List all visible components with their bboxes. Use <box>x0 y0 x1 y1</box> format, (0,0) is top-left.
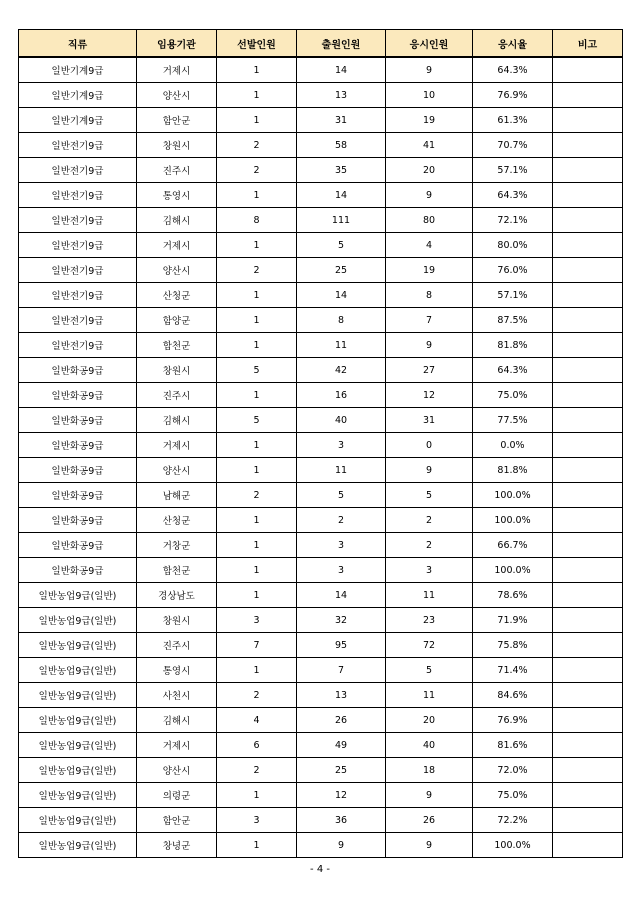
table-cell-selected-count: 3 <box>217 608 297 633</box>
table-cell-examinee-count: 0 <box>386 433 473 458</box>
table-cell-applicant-count: 95 <box>297 633 386 658</box>
table-cell-remarks <box>553 383 623 408</box>
table-cell-applicant-count: 31 <box>297 108 386 133</box>
table-cell-job-series: 일반화공9급 <box>19 458 137 483</box>
table-cell-appointing-agency: 양산시 <box>137 258 217 283</box>
table-cell-remarks <box>553 358 623 383</box>
table-cell-selected-count: 1 <box>217 583 297 608</box>
column-header-examinee-count: 응시인원 <box>386 30 473 58</box>
table-cell-applicant-count: 32 <box>297 608 386 633</box>
table-row <box>19 658 623 683</box>
table-cell-applicant-count: 42 <box>297 358 386 383</box>
table-cell-attendance-rate: 100.0% <box>473 483 553 508</box>
table-cell-appointing-agency: 경상남도 <box>137 583 217 608</box>
table-cell-selected-count: 1 <box>217 333 297 358</box>
page-number: - 4 - <box>310 864 330 875</box>
table-cell-job-series: 일반화공9급 <box>19 533 137 558</box>
table-cell-job-series: 일반농업9급(일반) <box>19 833 137 858</box>
table-cell-remarks <box>553 658 623 683</box>
table-cell-job-series: 일반기계9급 <box>19 57 137 83</box>
table-cell-attendance-rate: 100.0% <box>473 558 553 583</box>
table-cell-applicant-count: 16 <box>297 383 386 408</box>
table-cell-selected-count: 2 <box>217 683 297 708</box>
table-cell-selected-count: 1 <box>217 57 297 83</box>
table-cell-attendance-rate: 75.0% <box>473 783 553 808</box>
table-cell-job-series: 일반농업9급(일반) <box>19 783 137 808</box>
table-cell-examinee-count: 19 <box>386 258 473 283</box>
table-cell-appointing-agency: 합천군 <box>137 333 217 358</box>
table-cell-examinee-count: 11 <box>386 583 473 608</box>
table-row <box>19 57 623 83</box>
table-cell-selected-count: 2 <box>217 133 297 158</box>
table-cell-applicant-count: 13 <box>297 683 386 708</box>
table-cell-appointing-agency: 양산시 <box>137 458 217 483</box>
table-cell-remarks <box>553 733 623 758</box>
table-cell-applicant-count: 3 <box>297 433 386 458</box>
table-cell-selected-count: 8 <box>217 208 297 233</box>
table-cell-remarks <box>553 583 623 608</box>
table-cell-examinee-count: 40 <box>386 733 473 758</box>
table-cell-attendance-rate: 0.0% <box>473 433 553 458</box>
table-cell-appointing-agency: 창원시 <box>137 133 217 158</box>
table-cell-remarks <box>553 283 623 308</box>
table-cell-job-series: 일반화공9급 <box>19 433 137 458</box>
table-cell-appointing-agency: 산청군 <box>137 283 217 308</box>
table-cell-selected-count: 1 <box>217 833 297 858</box>
table-cell-applicant-count: 58 <box>297 133 386 158</box>
table-cell-attendance-rate: 84.6% <box>473 683 553 708</box>
table-cell-attendance-rate: 61.3% <box>473 108 553 133</box>
table-row <box>19 108 623 133</box>
table-cell-selected-count: 1 <box>217 183 297 208</box>
table-cell-examinee-count: 5 <box>386 658 473 683</box>
table-cell-selected-count: 4 <box>217 708 297 733</box>
table-cell-examinee-count: 18 <box>386 758 473 783</box>
table-cell-selected-count: 7 <box>217 633 297 658</box>
table-cell-appointing-agency: 합천군 <box>137 558 217 583</box>
column-header-applicant-count: 출원인원 <box>297 30 386 58</box>
table-row <box>19 758 623 783</box>
table-row <box>19 733 623 758</box>
table-cell-remarks <box>553 133 623 158</box>
table-cell-job-series: 일반기계9급 <box>19 83 137 108</box>
table-cell-job-series: 일반농업9급(일반) <box>19 583 137 608</box>
table-cell-appointing-agency: 양산시 <box>137 83 217 108</box>
table-cell-remarks <box>553 558 623 583</box>
table-cell-job-series: 일반전기9급 <box>19 258 137 283</box>
table-cell-applicant-count: 2 <box>297 508 386 533</box>
table-cell-job-series: 일반전기9급 <box>19 183 137 208</box>
table-cell-appointing-agency: 함안군 <box>137 108 217 133</box>
table-cell-selected-count: 5 <box>217 358 297 383</box>
table-cell-examinee-count: 8 <box>386 283 473 308</box>
table-row <box>19 208 623 233</box>
table-cell-appointing-agency: 창원시 <box>137 608 217 633</box>
table-cell-appointing-agency: 통영시 <box>137 183 217 208</box>
table-cell-selected-count: 1 <box>217 508 297 533</box>
table-cell-examinee-count: 9 <box>386 183 473 208</box>
table-cell-appointing-agency: 창녕군 <box>137 833 217 858</box>
table-cell-applicant-count: 14 <box>297 57 386 83</box>
table-cell-attendance-rate: 57.1% <box>473 158 553 183</box>
table-cell-appointing-agency: 김해시 <box>137 408 217 433</box>
table-cell-examinee-count: 72 <box>386 633 473 658</box>
table-cell-selected-count: 3 <box>217 808 297 833</box>
table-cell-job-series: 일반전기9급 <box>19 158 137 183</box>
table-cell-appointing-agency: 김해시 <box>137 208 217 233</box>
table-cell-examinee-count: 3 <box>386 558 473 583</box>
table-row <box>19 508 623 533</box>
table-cell-examinee-count: 7 <box>386 308 473 333</box>
table-cell-appointing-agency: 통영시 <box>137 658 217 683</box>
table-row <box>19 708 623 733</box>
table-cell-appointing-agency: 거제시 <box>137 233 217 258</box>
table-row <box>19 533 623 558</box>
table-cell-appointing-agency: 산청군 <box>137 508 217 533</box>
column-header-attendance-rate: 응시율 <box>473 30 553 58</box>
table-row <box>19 233 623 258</box>
table-cell-job-series: 일반농업9급(일반) <box>19 808 137 833</box>
table-cell-job-series: 일반전기9급 <box>19 308 137 333</box>
table-cell-appointing-agency: 의령군 <box>137 783 217 808</box>
table-cell-examinee-count: 9 <box>386 458 473 483</box>
table-cell-remarks <box>553 833 623 858</box>
table-cell-examinee-count: 20 <box>386 708 473 733</box>
table-cell-applicant-count: 49 <box>297 733 386 758</box>
table-cell-appointing-agency: 거제시 <box>137 733 217 758</box>
table-cell-applicant-count: 14 <box>297 583 386 608</box>
table-cell-attendance-rate: 66.7% <box>473 533 553 558</box>
table-cell-remarks <box>553 608 623 633</box>
table-cell-attendance-rate: 81.6% <box>473 733 553 758</box>
table-row <box>19 783 623 808</box>
table-cell-applicant-count: 111 <box>297 208 386 233</box>
table-cell-applicant-count: 3 <box>297 533 386 558</box>
table-cell-job-series: 일반농업9급(일반) <box>19 733 137 758</box>
table-row <box>19 283 623 308</box>
table-cell-attendance-rate: 87.5% <box>473 308 553 333</box>
table-cell-attendance-rate: 57.1% <box>473 283 553 308</box>
table-cell-job-series: 일반전기9급 <box>19 283 137 308</box>
table-cell-job-series: 일반전기9급 <box>19 133 137 158</box>
table-row <box>19 308 623 333</box>
table-cell-selected-count: 1 <box>217 233 297 258</box>
table-cell-attendance-rate: 76.0% <box>473 258 553 283</box>
table-cell-appointing-agency: 거제시 <box>137 433 217 458</box>
table-row <box>19 683 623 708</box>
table-cell-job-series: 일반전기9급 <box>19 208 137 233</box>
table-cell-applicant-count: 7 <box>297 658 386 683</box>
table-cell-attendance-rate: 64.3% <box>473 57 553 83</box>
table-row <box>19 183 623 208</box>
table-cell-examinee-count: 20 <box>386 158 473 183</box>
table-cell-remarks <box>553 483 623 508</box>
table-cell-examinee-count: 27 <box>386 358 473 383</box>
table-row <box>19 633 623 658</box>
column-header-job-series: 직류 <box>19 30 137 58</box>
table-cell-examinee-count: 2 <box>386 533 473 558</box>
table-cell-appointing-agency: 진주시 <box>137 158 217 183</box>
table-cell-attendance-rate: 100.0% <box>473 833 553 858</box>
table-cell-attendance-rate: 64.3% <box>473 358 553 383</box>
table-cell-attendance-rate: 78.6% <box>473 583 553 608</box>
table-cell-attendance-rate: 71.9% <box>473 608 553 633</box>
table-cell-selected-count: 1 <box>217 458 297 483</box>
table-cell-selected-count: 2 <box>217 158 297 183</box>
table-cell-selected-count: 1 <box>217 83 297 108</box>
table-cell-examinee-count: 12 <box>386 383 473 408</box>
table-cell-applicant-count: 8 <box>297 308 386 333</box>
table-header-row <box>19 30 623 58</box>
table-cell-job-series: 일반농업9급(일반) <box>19 683 137 708</box>
table-cell-examinee-count: 11 <box>386 683 473 708</box>
table-cell-selected-count: 1 <box>217 433 297 458</box>
table-cell-applicant-count: 14 <box>297 283 386 308</box>
table-cell-remarks <box>553 758 623 783</box>
table-cell-remarks <box>553 533 623 558</box>
table-cell-examinee-count: 23 <box>386 608 473 633</box>
table-cell-selected-count: 1 <box>217 658 297 683</box>
table-cell-attendance-rate: 70.7% <box>473 133 553 158</box>
table-cell-selected-count: 1 <box>217 558 297 583</box>
table-cell-selected-count: 2 <box>217 483 297 508</box>
table-cell-remarks <box>553 83 623 108</box>
table-cell-attendance-rate: 76.9% <box>473 83 553 108</box>
table-cell-job-series: 일반전기9급 <box>19 233 137 258</box>
table-cell-applicant-count: 26 <box>297 708 386 733</box>
table-cell-selected-count: 5 <box>217 408 297 433</box>
table-cell-appointing-agency: 사천시 <box>137 683 217 708</box>
table-cell-appointing-agency: 거창군 <box>137 533 217 558</box>
table-cell-remarks <box>553 683 623 708</box>
table-cell-attendance-rate: 80.0% <box>473 233 553 258</box>
column-header-selected-count: 선발인원 <box>217 30 297 58</box>
table-cell-selected-count: 1 <box>217 308 297 333</box>
table-cell-appointing-agency: 진주시 <box>137 383 217 408</box>
table-cell-selected-count: 2 <box>217 758 297 783</box>
table-row <box>19 358 623 383</box>
table-cell-attendance-rate: 64.3% <box>473 183 553 208</box>
table-cell-examinee-count: 9 <box>386 333 473 358</box>
table-cell-remarks <box>553 57 623 83</box>
table-cell-job-series: 일반기계9급 <box>19 108 137 133</box>
table-cell-job-series: 일반화공9급 <box>19 358 137 383</box>
table-cell-appointing-agency: 함양군 <box>137 308 217 333</box>
table-cell-examinee-count: 41 <box>386 133 473 158</box>
table-body <box>19 57 623 858</box>
table-cell-remarks <box>553 183 623 208</box>
table-cell-remarks <box>553 633 623 658</box>
table-cell-appointing-agency: 진주시 <box>137 633 217 658</box>
table-cell-selected-count: 6 <box>217 733 297 758</box>
table-cell-job-series: 일반농업9급(일반) <box>19 633 137 658</box>
table-cell-attendance-rate: 76.9% <box>473 708 553 733</box>
table-cell-attendance-rate: 81.8% <box>473 333 553 358</box>
table-cell-examinee-count: 4 <box>386 233 473 258</box>
table-cell-remarks <box>553 233 623 258</box>
table-cell-selected-count: 1 <box>217 108 297 133</box>
table-cell-applicant-count: 9 <box>297 833 386 858</box>
table-row <box>19 258 623 283</box>
table-cell-appointing-agency: 함안군 <box>137 808 217 833</box>
table-cell-selected-count: 1 <box>217 783 297 808</box>
table-cell-job-series: 일반농업9급(일반) <box>19 758 137 783</box>
table-cell-remarks <box>553 208 623 233</box>
table-cell-remarks <box>553 158 623 183</box>
table-cell-selected-count: 1 <box>217 533 297 558</box>
table-cell-applicant-count: 12 <box>297 783 386 808</box>
table-cell-attendance-rate: 72.1% <box>473 208 553 233</box>
table-cell-applicant-count: 14 <box>297 183 386 208</box>
table-row <box>19 808 623 833</box>
table-cell-applicant-count: 3 <box>297 558 386 583</box>
table-row <box>19 458 623 483</box>
table-cell-applicant-count: 35 <box>297 158 386 183</box>
exam-applicant-table <box>18 29 623 858</box>
table-cell-applicant-count: 5 <box>297 233 386 258</box>
table-row <box>19 158 623 183</box>
table-cell-remarks <box>553 258 623 283</box>
table-cell-appointing-agency: 김해시 <box>137 708 217 733</box>
table-row <box>19 608 623 633</box>
table-cell-job-series: 일반농업9급(일반) <box>19 658 137 683</box>
table-cell-examinee-count: 9 <box>386 833 473 858</box>
table-row <box>19 333 623 358</box>
table-cell-selected-count: 1 <box>217 283 297 308</box>
table-row <box>19 83 623 108</box>
table-cell-applicant-count: 13 <box>297 83 386 108</box>
table-cell-job-series: 일반전기9급 <box>19 333 137 358</box>
table-cell-job-series: 일반농업9급(일반) <box>19 708 137 733</box>
table-cell-attendance-rate: 72.0% <box>473 758 553 783</box>
table-cell-remarks <box>553 783 623 808</box>
table-cell-remarks <box>553 408 623 433</box>
column-header-remarks: 비고 <box>553 30 623 58</box>
column-header-appointing-agency: 임용기관 <box>137 30 217 58</box>
table-cell-remarks <box>553 808 623 833</box>
table-cell-applicant-count: 11 <box>297 333 386 358</box>
table-cell-attendance-rate: 71.4% <box>473 658 553 683</box>
table-cell-attendance-rate: 75.8% <box>473 633 553 658</box>
table-cell-examinee-count: 26 <box>386 808 473 833</box>
table-cell-applicant-count: 5 <box>297 483 386 508</box>
table-cell-applicant-count: 25 <box>297 758 386 783</box>
table-cell-examinee-count: 19 <box>386 108 473 133</box>
table-cell-attendance-rate: 100.0% <box>473 508 553 533</box>
table-cell-examinee-count: 10 <box>386 83 473 108</box>
table-cell-remarks <box>553 333 623 358</box>
table-cell-examinee-count: 5 <box>386 483 473 508</box>
table-cell-attendance-rate: 72.2% <box>473 808 553 833</box>
table-cell-attendance-rate: 77.5% <box>473 408 553 433</box>
table-row <box>19 583 623 608</box>
table-row <box>19 408 623 433</box>
table-cell-examinee-count: 31 <box>386 408 473 433</box>
table-row <box>19 833 623 858</box>
table-cell-attendance-rate: 81.8% <box>473 458 553 483</box>
table-cell-examinee-count: 9 <box>386 783 473 808</box>
table-cell-remarks <box>553 108 623 133</box>
table-cell-remarks <box>553 708 623 733</box>
table-cell-remarks <box>553 508 623 533</box>
table-cell-appointing-agency: 양산시 <box>137 758 217 783</box>
table-cell-job-series: 일반화공9급 <box>19 383 137 408</box>
table-cell-examinee-count: 80 <box>386 208 473 233</box>
table-cell-remarks <box>553 458 623 483</box>
table-cell-examinee-count: 2 <box>386 508 473 533</box>
table-cell-remarks <box>553 433 623 458</box>
table-cell-applicant-count: 36 <box>297 808 386 833</box>
table-cell-remarks <box>553 308 623 333</box>
table-cell-appointing-agency: 남해군 <box>137 483 217 508</box>
table-cell-appointing-agency: 창원시 <box>137 358 217 383</box>
table-row <box>19 558 623 583</box>
table-row <box>19 133 623 158</box>
table-cell-appointing-agency: 거제시 <box>137 57 217 83</box>
table-cell-applicant-count: 25 <box>297 258 386 283</box>
table-cell-examinee-count: 9 <box>386 57 473 83</box>
table-cell-job-series: 일반화공9급 <box>19 408 137 433</box>
table-cell-job-series: 일반화공9급 <box>19 483 137 508</box>
table-cell-selected-count: 1 <box>217 383 297 408</box>
table-cell-applicant-count: 40 <box>297 408 386 433</box>
table-row <box>19 433 623 458</box>
table-row <box>19 383 623 408</box>
table-cell-applicant-count: 11 <box>297 458 386 483</box>
table-cell-job-series: 일반화공9급 <box>19 558 137 583</box>
table-row <box>19 483 623 508</box>
table-cell-job-series: 일반화공9급 <box>19 508 137 533</box>
table-cell-selected-count: 2 <box>217 258 297 283</box>
table-cell-job-series: 일반농업9급(일반) <box>19 608 137 633</box>
table-cell-attendance-rate: 75.0% <box>473 383 553 408</box>
